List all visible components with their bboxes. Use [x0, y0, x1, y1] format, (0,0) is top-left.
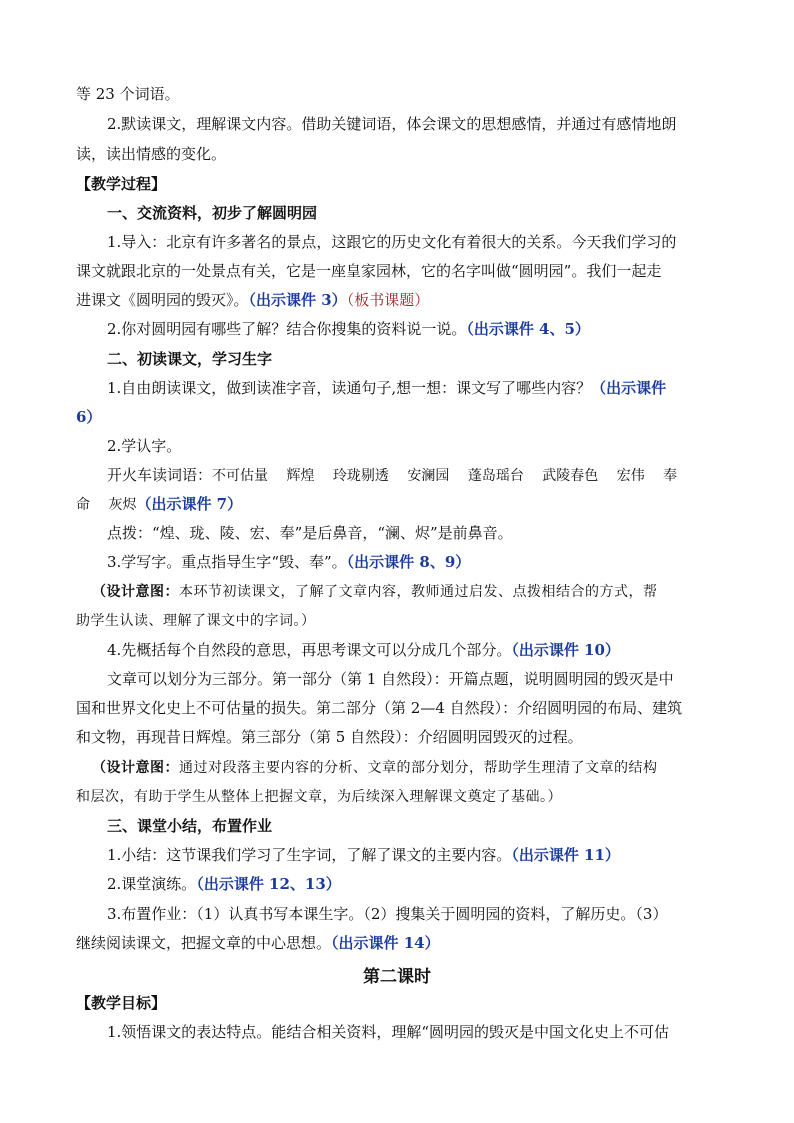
text-line: 1.自由朗读课文，做到读准字音，读通句子,想一想：课文写了哪些内容？（出示课件 — [107, 379, 667, 397]
word-list: 不可估量 辉煌 玲珑剔透 安澜园 蓬岛瑶台 武陵春色 宏伟 奉 — [212, 468, 678, 484]
courseware-ref: （出示课件 7） — [136, 495, 243, 513]
text-line: 点拨：“煌、珑、陵、宏、奉”是后鼻音，“澜、烬”是前鼻音。 — [107, 524, 513, 542]
word-list: 命 灰烬 — [76, 497, 137, 513]
text-line: 3.布置作业：（1）认真书写本课生字。（2）搜集关于圆明园的资料，了解历史。（3） — [107, 905, 668, 923]
text-line: 1.导入：北京有许多著名的景点，这跟它的历史文化有着很大的关系。今天我们学习的 — [107, 233, 677, 251]
board-note: （板书课题） — [346, 291, 430, 309]
text-line: 等 23 个词语。 — [76, 85, 180, 103]
lesson-title: 第二课时 — [363, 967, 431, 987]
text-line — [76, 493, 242, 516]
text-line: 2.默读课文，理解课文内容。借助关键词语，体会课文的思想感情，并通过有感情地朗 — [107, 115, 677, 133]
text-line: 1.领悟课文的表达特点。能结合相关资料，理解“圆明园的毁灭是中国文化史上不可估 — [107, 1023, 669, 1041]
courseware-ref: （出示课件 8、9） — [346, 553, 471, 571]
text-line: 3.学写字。重点指导生字“毁、奉”。（出示课件 8、9） — [107, 553, 471, 571]
text-line: 读，读出情感的变化。 — [76, 145, 227, 163]
courseware-ref: （出示课件 3） — [248, 291, 347, 309]
text-line: 国和世界文化史上不可估量的损失。第二部分（第 2—4 自然段）：介绍圆明园的布局、建筑 — [76, 699, 683, 717]
design-note: 助学生认读、理解了课文中的字词。） — [76, 613, 316, 629]
text-line: 进课文《圆明园的毁灭》。（出示课件 3）（板书课题） — [76, 291, 430, 309]
courseware-ref: （出示课件 10） — [511, 641, 620, 659]
section-heading: 【教学过程】 — [76, 175, 167, 193]
design-note: 和层次，有助于学生从整体上把握文章，为后续深入理解课文奠定了基础。） — [76, 789, 562, 805]
text-line: 2.学认字。 — [107, 437, 182, 455]
courseware-ref: （出示课件 14） — [331, 934, 440, 952]
text-line: 开火车读词语：不可估量 辉煌 玲珑剔透 安澜园 蓬岛瑶台 武陵春色 宏伟 奉 — [107, 466, 678, 484]
courseware-ref: （出示课件 11） — [511, 846, 620, 864]
courseware-ref: 6） — [76, 408, 102, 426]
text-line: 文章可以划分为三部分。第一部分（第 1 自然段）：开篇点题，说明圆明园的毁灭是中 — [107, 670, 674, 688]
design-note: （设计意图：通过对段落主要内容的分析、文章的部分划分，帮助学生理清了文章的结构 — [92, 760, 658, 776]
courseware-ref: （出示课件 — [591, 379, 667, 397]
text-line: 2.你对圆明园有哪些了解？结合你搜集的资料说一说。（出示课件 4、5） — [107, 320, 590, 338]
section-heading: 【教学目标】 — [76, 994, 167, 1012]
text-line: 继续阅读课文，把握文章的中心思想。（出示课件 14） — [76, 934, 440, 952]
courseware-ref: （出示课件 12、13） — [196, 875, 341, 893]
text-line: 和文物，再现昔日辉煌。第三部分（第 5 自然段）：介绍圆明园毁灭的过程。 — [76, 728, 583, 746]
courseware-ref: （出示课件 4、5） — [466, 320, 590, 338]
subsection-heading: 二、初读课文，学习生字 — [107, 350, 273, 368]
text-line: 1.小结：这节课我们学习了生字词，了解了课文的主要内容。（出示课件 11） — [107, 846, 620, 864]
text-line: 课文就跟北京的一处景点有关，它是一座皇家园林，它的名字叫做“圆明园”。我们一起走 — [76, 262, 662, 280]
subsection-heading: 三、课堂小结，布置作业 — [107, 817, 273, 835]
text-line — [76, 406, 101, 428]
text-line: 4.先概括每个自然段的意思，再思考课文可以分成几个部分。（出示课件 10） — [107, 641, 620, 659]
subsection-heading: 一、交流资料，初步了解圆明园 — [107, 204, 318, 222]
text-line: 2.课堂演练。（出示课件 12、13） — [107, 875, 341, 893]
design-note: （设计意图：本环节初读课文，了解了文章内容，教师通过启发、点拨相结合的方式，帮 — [92, 584, 658, 600]
